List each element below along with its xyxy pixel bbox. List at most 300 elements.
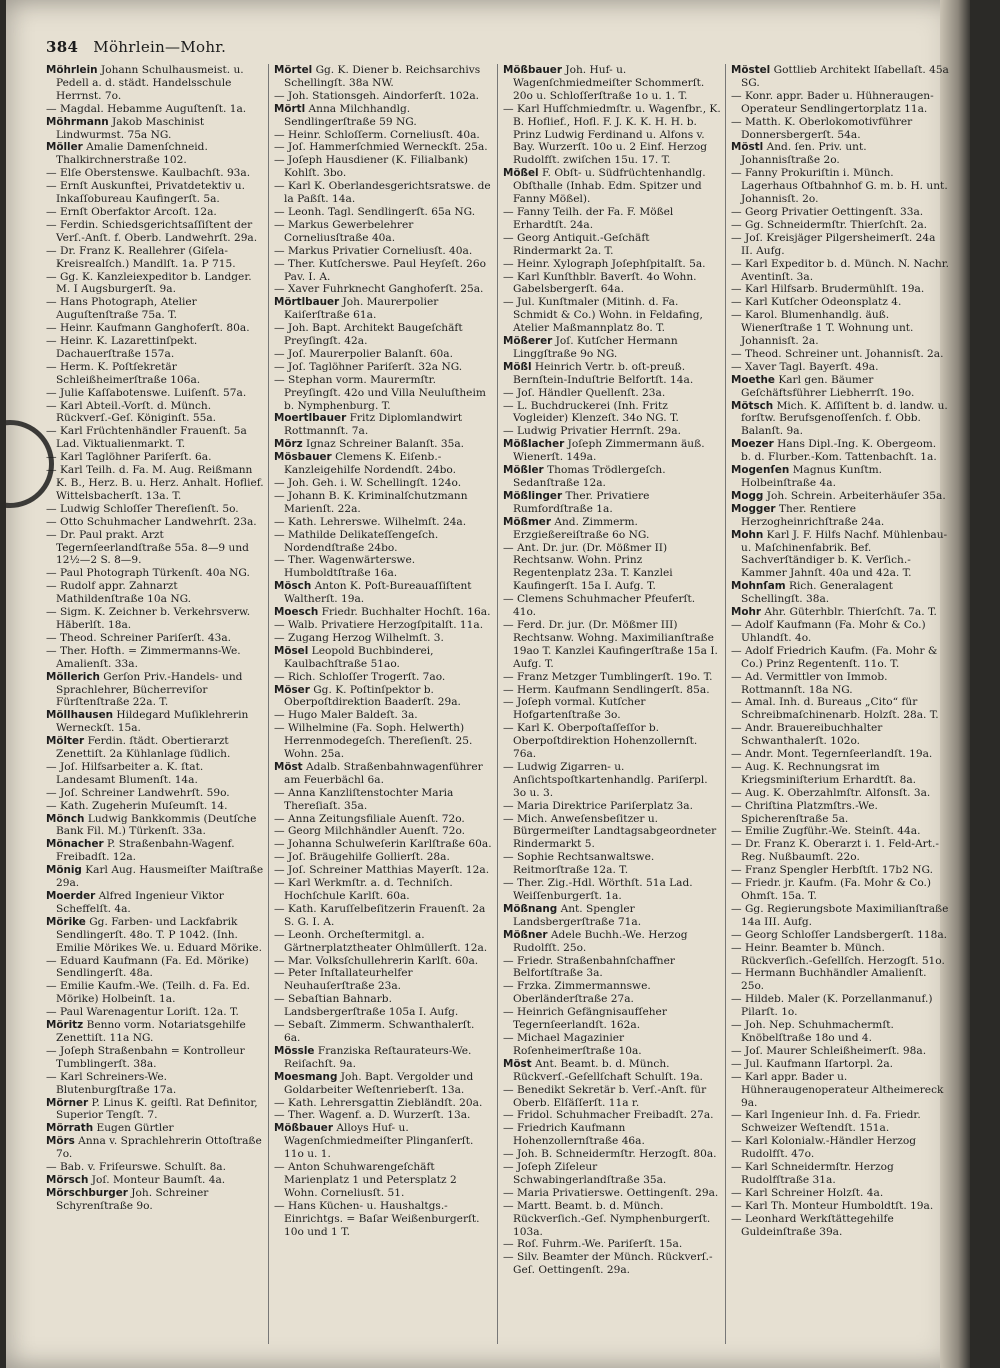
directory-entry — [731, 283, 949, 296]
entry-text: — Dr. Franz K. Reallehrer (Giſela-Kreisrealſch.) Mandlſt. 1a. P 715. — [46, 244, 236, 270]
directory-entry — [503, 1238, 721, 1251]
directory-entry — [274, 89, 492, 103]
entry-text: — Ferdin. Schiedsgerichtsaſſiſtent der Verſ.-Anſt. f. Oberb. Landwehrſt. 29a. — [46, 218, 258, 244]
entry-text: Gerſon Priv.-Handels- und Sprachlehrer, Bücherreviſor Fürſtenſtraße 22a. T. — [56, 670, 243, 709]
directory-entry — [274, 1096, 492, 1110]
entry-text: — Herm. K. Poſtſekretär Schleißheimerſtraße 106a. — [46, 360, 201, 386]
entry-text: — Fanny Prokuriſtin i. Münch. Lagerhaus Oſtbahnhof G. m. b. H. unt. Johannisſt. 2o. — [731, 167, 948, 206]
directory-entry — [731, 941, 949, 968]
directory-entry — [731, 696, 949, 722]
directory-entry — [731, 606, 949, 619]
directory-entry — [274, 709, 492, 722]
directory-entry — [274, 838, 492, 851]
entry-text: — Heinr. Schloſſerm. Corneliusſt. 40a. — [274, 128, 480, 141]
entry-surname: Mößl — [503, 360, 532, 373]
entry-text: Leopold Buchbinderei, Kaulbachſtraße 51ao. — [284, 644, 434, 670]
entry-text: — Friedrich Kaufmann Hohenzollernſtraße 46a. — [503, 1122, 645, 1148]
entry-surname: Mönacher — [46, 838, 104, 851]
entry-text: — Kath. Lehrerswe. Wilhelmſt. 24a. — [274, 515, 467, 528]
directory-entry — [503, 1057, 721, 1084]
directory-entry — [46, 322, 264, 335]
entry-text: — Emilie Kaufm.-We. (Teilh. d. Fa. Ed. Mörike) Holbeinſt. 1a. — [46, 980, 251, 1006]
directory-entry — [503, 670, 721, 684]
directory-entry — [731, 360, 949, 374]
entry-text: Hildegard Muſiklehrerin Werneckſt. 15a. — [56, 709, 249, 735]
entry-text: Anton K. Poſt-Bureauaſſiſtent Waltherſt. 19a. — [284, 580, 472, 606]
entry-surname: Mörtlbauer — [274, 296, 340, 309]
directory-page — [6, 0, 970, 1368]
directory-entry — [731, 838, 949, 864]
directory-entry — [731, 347, 949, 361]
directory-entry — [503, 1083, 721, 1110]
entry-text: — Kath. Karuſſelbeſitzerin Frauenſt. 2a S. G. I. A. — [274, 902, 486, 928]
entry-text: — Mar. Volksſchullehrerin Karlſt. 60a. — [274, 954, 479, 967]
directory-entry — [731, 64, 949, 90]
entry-text: — Joſ. Maurer Schleißheimerſt. 98a. — [731, 1044, 927, 1057]
entry-surname: Möst — [274, 760, 303, 773]
entry-text: — Ther. Wagenf. a. D. Wurzerſt. 13a. — [274, 1109, 471, 1122]
entry-text: — Karl Schreiner Holzſt. 4a. — [731, 1186, 884, 1199]
directory-entry — [503, 102, 721, 168]
entry-text: — Elſe Oberstenswe. Kaulbachſt. 93a. — [46, 167, 251, 180]
entry-surname: Mösch — [274, 580, 312, 593]
directory-entry — [274, 360, 492, 374]
entry-text: Ludwig Bankkommis (Deutſche Bank Fil. M.) Türkenſt. 33a. — [56, 812, 257, 838]
directory-entry — [503, 231, 721, 258]
directory-entry — [46, 180, 264, 206]
entry-text: — Markus Privatier Corneliusſt. 40a. — [274, 244, 473, 257]
entry-text: Joſ. Monteur Baumſt. 4a. — [91, 1173, 226, 1186]
entry-text: — Friedr. jr. Kaufm. (Fa. Mohr & Co.) Ohmſt. 15a. T. — [731, 877, 932, 902]
entry-text: — Benedikt Sekretär b. Verſ.-Anſt. für Oberb. Elſäſſerſt. 11a r. — [503, 1083, 707, 1109]
directory-entry — [274, 64, 492, 90]
entry-text: — Johann B. K. Kriminalſchutzmann Marienſt. 22a. — [274, 489, 468, 515]
directory-entry — [274, 477, 492, 490]
directory-entry — [503, 877, 721, 903]
directory-entry — [503, 541, 721, 594]
directory-entry — [731, 1109, 949, 1135]
entry-text: — Joſeph Straßenbahn = Kontrolleur Tumblingerſt. 38a. — [46, 1044, 245, 1070]
entry-text: — Xaver Tagl. Bayerſt. 49a. — [731, 360, 879, 373]
entry-text: — Karl Kutſcher Odeonsplatz 4. — [731, 296, 902, 309]
entry-text: P. Linus K. geiſtl. Rat Definitor, Superior Tengſt. 7. — [56, 1096, 258, 1122]
entry-text: — Hans Photograph, Atelier Auguſtenſtraße 75a. T. — [46, 296, 197, 322]
entry-surname: Möhrlein — [46, 64, 98, 76]
directory-entry — [503, 1148, 721, 1161]
directory-entry — [46, 1044, 264, 1071]
entry-text: — Heinr. K. Lazarettinſpekt. Dachauerſtraße 157a. — [46, 335, 198, 360]
directory-entry — [503, 360, 721, 387]
directory-entry — [274, 283, 492, 296]
entry-surname: Mößlacher — [503, 438, 565, 451]
directory-entry — [503, 1109, 721, 1122]
entry-text: — Joſ. Taglöhner Pariſerſt. 32a NG. — [274, 360, 463, 373]
directory-entry — [274, 218, 492, 245]
entry-text: — Heinr. Xylograph Joſephſpitalſt. 5a. — [503, 257, 706, 270]
directory-entry — [731, 1057, 949, 1071]
entry-text: — Mathilde Delikateſſengeſch. Nordendſtraße 24bo. — [274, 528, 439, 554]
entry-text: — Sebaſtian Bahnarb. Landsbergerſtraße 105a I. Aufg. — [274, 993, 459, 1019]
entry-text: — Mich. Anweſensbeſitzer u. Bürgermeiſter Landtagsabgeordneter Rindermarkt 5. — [503, 812, 717, 851]
directory-entry — [274, 322, 492, 348]
directory-entry — [46, 270, 264, 297]
directory-entry — [274, 864, 492, 877]
entry-text: — Anna Kanzliſtenstochter Maria Thereſiaſt. 35a. — [274, 786, 454, 812]
page-header — [46, 38, 226, 58]
directory-entry — [731, 528, 949, 581]
directory-entry — [503, 296, 721, 335]
directory-entry — [46, 102, 264, 116]
entry-text: — Georg Privatier Oettingenſt. 33a. — [731, 205, 924, 218]
entry-text: — Jul. Kaufmann Iſartorpl. 2a. — [731, 1057, 894, 1070]
directory-entry — [503, 1186, 721, 1200]
entry-text: Johann Schulhausmeist. u. Pedell a. d. städt. Handelsschule Herrnst. 7o. — [56, 64, 244, 102]
directory-entry — [46, 735, 264, 761]
directory-entry — [503, 515, 721, 542]
directory-entry — [731, 1199, 949, 1213]
directory-entry — [731, 864, 949, 877]
entry-surname: Mörs — [46, 1135, 75, 1148]
entry-text: — Roſ. Fuhrm.-We. Pariſerſt. 15a. — [503, 1238, 683, 1251]
entry-text: — Joſ. Schreiner Landwehrſt. 59o. — [46, 786, 230, 799]
directory-entry — [503, 593, 721, 619]
entry-text: — Karol. Blumenhandlg. äuß. Wienerſtraße 1 T. Wohnung unt. Johannisſt. 2a. — [731, 309, 914, 348]
entry-surname: Mohnſam — [731, 580, 786, 593]
entry-text: Joh. Huf- u. Wagenſchmiedmeiſter Schommerſt. 20o u. Schloſſerſtraße 1o u. 1. T. — [513, 64, 705, 102]
entry-text: Karl Aug. Hausmeiſter Maiſtraße 29a. — [56, 864, 264, 890]
entry-surname: Mößbauer — [274, 1122, 333, 1135]
directory-entry — [274, 102, 492, 129]
directory-entry — [731, 1070, 949, 1110]
entry-text: — Karl Hufſchmiedmſtr. u. Wagenfbr., K. B. Hoflief., Hofl. F. J. K. K. H. H. b. Prinz Ludwig Ferdinand u. Alfons v. Bay. Wurzerſt. 10o u. 2 Einf. Herzog Rudolfſt. zwiſchen 15u. 17. T. — [503, 102, 721, 167]
entry-surname: Mörner — [46, 1096, 89, 1109]
entry-text: — Friedr. Straßenbahnſchaffner Belfortſtraße 3a. — [503, 954, 675, 980]
directory-entry — [503, 812, 721, 852]
directory-entry — [731, 928, 949, 942]
entry-surname: Mößlinger — [503, 489, 563, 502]
entry-text: Joſ. Kutſcher Hermann Linggſtraße 9o NG. — [513, 335, 678, 360]
entry-text: — Heinrich Gefängnisaufſeher Tegernſeerlandſt. 162a. — [503, 1006, 667, 1032]
entry-text: — Joſeph vormal. Kutſcher Hofgartenſtraße 3o. — [503, 696, 646, 722]
entry-text: — Gg. Schneidermſtr. Thierſchſt. 2a. — [731, 218, 928, 231]
entry-text: — Gg. Regierungsbote Maximilianſtraße 14a III. Aufg. — [731, 902, 949, 928]
column-1 — [46, 64, 264, 1213]
directory-entry — [274, 515, 492, 529]
entry-text: Joh. Schreiner Schyrenſtraße 9o. — [56, 1186, 209, 1212]
directory-entry — [731, 464, 949, 490]
directory-entry — [503, 399, 721, 426]
directory-entry — [503, 618, 721, 671]
entry-text: — Aug. K. Rechnungsrat im Kriegsminiſterium Erhardtſt. 8a. — [731, 760, 917, 786]
directory-entry — [46, 244, 264, 271]
entry-text: — Joſeph Ziſeleur Schwabingerlandſtraße 35a. — [503, 1161, 667, 1186]
entry-text: Jakob Maschinist Lindwurmst. 75a NG. — [56, 115, 205, 141]
directory-entry — [274, 606, 492, 619]
directory-entry — [46, 799, 264, 813]
entry-text: — Karl K. Oberpoſtaſſeſſor b. Oberpoſtdirektion Hohenzollernſt. 76a. — [503, 722, 698, 761]
entry-text: — Ludwig Schloſſer Thereſienſt. 5o. — [46, 502, 239, 515]
directory-entry — [274, 438, 492, 451]
entry-text: — Walb. Privatiere Herzogſpitalſt. 11a. — [274, 618, 484, 631]
entry-text: Karl J. F. Hilfs Nachf. Mühlenbau- u. Maſchinenfabrik. Bef. Sachverſtändiger b. K. Verſich.-Kammer Jahnſt. 40a und 42a. T. — [741, 528, 948, 580]
directory-entry — [46, 580, 264, 606]
directory-entry — [503, 1251, 721, 1277]
directory-entry — [503, 1161, 721, 1187]
entry-surname: Mönig — [46, 864, 82, 877]
entry-text: Alfred Ingenieur Viktor Scheffelſt. 4a. — [56, 890, 224, 915]
directory-entry — [46, 670, 264, 710]
entry-text: — Hermann Buchhändler Amalienſt. 25o. — [731, 967, 927, 993]
entry-text: — Otto Schuhmacher Landwehrſt. 23a. — [46, 515, 257, 528]
directory-entry — [731, 115, 949, 142]
entry-surname: Mösbauer — [274, 451, 332, 464]
entry-text: — Karl Hilfsarb. Brudermühlſt. 19a. — [731, 283, 925, 296]
directory-entry — [274, 902, 492, 929]
directory-entry — [274, 347, 492, 361]
directory-entry — [503, 928, 721, 955]
entry-surname: Moesmang — [274, 1070, 338, 1083]
entry-text: — Paul Photograph Türkenſt. 40a NG. — [46, 567, 250, 580]
entry-text: — Julie Kaſſabotenswe. Luiſenſt. 57a. — [46, 386, 247, 399]
directory-entry — [731, 1212, 949, 1239]
entry-text: — Joh. Bapt. Architekt Baugeſchäft Preyſingſt. 42a. — [274, 322, 463, 348]
directory-entry — [731, 825, 949, 838]
directory-entry — [731, 205, 949, 219]
directory-entry — [274, 154, 492, 180]
directory-entry — [731, 231, 949, 258]
entry-surname: Mößnang — [503, 902, 558, 915]
directory-entry — [731, 167, 949, 206]
entry-text: Franziska Reſtaurateurs-We. Reiſachſt. 9a. — [284, 1044, 472, 1070]
directory-entry — [731, 786, 949, 800]
entry-surname: Mößler — [503, 464, 544, 477]
entry-text: — Joſ. Kreisjäger Pilgersheimerſt. 24a II. Aufg. — [731, 231, 936, 257]
directory-entry — [46, 425, 264, 451]
entry-surname: Mogger — [731, 502, 776, 515]
directory-entry — [731, 722, 949, 748]
entry-text: Heinrich Vertr. b. oſt-preuß. Bernſtein-Induſtrie Belfortſt. 14a. — [513, 360, 694, 386]
directory-entry — [46, 1096, 264, 1123]
entry-text: — Kath. Lehrersgattin Ziebländſt. 20a. — [274, 1096, 483, 1109]
entry-text: Joh. Bapt. Vergolder und Goldarbeiter Weſtenrieberſt. 13a. — [284, 1070, 474, 1096]
entry-text: — Ther. Zig.-Hdl. Wörthſt. 51a Lad. Weiſſenburgerſt. 1a. — [503, 877, 693, 902]
entry-text: Clemens K. Eiſenb.-Kanzleigehilfe Nordendſt. 24bo. — [284, 451, 456, 477]
directory-entry — [274, 812, 492, 826]
entry-text: — Karl Teilh. d. Fa. M. Aug. Reißmann K. B., Herz. B. u. Herz. Anhalt. Hoflief. Wittelsbacherſt. 13a. T. — [46, 464, 264, 502]
entry-text: — Herm. Kaufmann Sendlingerſt. 85a. — [503, 683, 710, 696]
entry-text: — Karl Kunſthblr. Baverſt. 4o Wohn. Gabelsbergerſt. 64a. — [503, 270, 697, 296]
entry-text: Joſeph Zimmermann äuß. Wienerſt. 149a. — [513, 438, 705, 464]
entry-text: — Peter Inſtallateurhelfer Neuhauſerſtraße 23a. — [274, 967, 413, 993]
entry-text: — Matth. K. Oberlokomotivführer Donnersbergerſt. 54a. — [731, 115, 913, 141]
entry-text: Fritz Diplomlandwirt Rottmannſt. 7a. — [284, 412, 463, 438]
entry-text: — Joh. Nep. Schuhmachermſt. Knöbelſtraße 18o und 4. — [731, 1019, 894, 1044]
entry-text: — Sebaſt. Zimmerm. Schwanthalerſt. 6a. — [274, 1019, 475, 1044]
directory-entry — [274, 1109, 492, 1122]
directory-entry — [46, 812, 264, 839]
directory-entry — [503, 464, 721, 490]
entry-surname: Mößner — [503, 928, 548, 941]
entry-text: Ignaz Schreiner Balanſt. 35a. — [306, 438, 465, 451]
directory-entry — [46, 567, 264, 580]
entry-surname: Möser — [274, 683, 310, 696]
directory-entry — [731, 670, 949, 697]
entry-surname: Möllerich — [46, 670, 100, 683]
directory-entry — [274, 877, 492, 903]
directory-entry — [46, 218, 264, 245]
entry-surname: Mörtel — [274, 64, 313, 76]
entry-text: — Dr. Franz K. Oberarzt i. 1. Feld-Art.-Reg. Nußbaumſt. 22o. — [731, 838, 939, 864]
entry-text: — Hans Küchen- u. Haushaltgs.-Einrichtgs. = Baſar Weißenburgerſt. 10o und 1 T. — [274, 1199, 480, 1238]
entry-text: — Andr. Brauereibuchhalter Schwanthalerſt. 102o. — [731, 722, 883, 748]
entry-text: — L. Buchdruckerei (Inh. Fritz Vogleider) Klenzeſt. 34o NG. T. — [503, 399, 679, 425]
directory-entry — [731, 1044, 949, 1058]
directory-entry — [274, 760, 492, 787]
entry-text: — Karl Kolonialw.-Händler Herzog Rudolfſt. 47o. — [731, 1135, 917, 1161]
directory-entry — [274, 489, 492, 516]
directory-entry — [274, 825, 492, 838]
entry-text: — Karl Schneidermſtr. Herzog Rudolfſtraße 31a. — [731, 1161, 894, 1186]
directory-entry — [274, 631, 492, 645]
directory-entry — [731, 1186, 949, 1200]
entry-surname: Möritz — [46, 1019, 84, 1032]
directory-entry — [731, 373, 949, 400]
entry-text: — Joh. Geh. i. W. Schellingſt. 124o. — [274, 477, 462, 489]
directory-entry — [731, 580, 949, 606]
entry-text: — Karl Früchtenhändler Frauenſt. 5a Lad. Viktualienmarkt. T. — [46, 425, 247, 451]
directory-entry — [503, 386, 721, 400]
entry-surname: Moethe — [731, 373, 775, 386]
directory-entry — [274, 1044, 492, 1071]
directory-entry — [503, 257, 721, 271]
directory-entry — [731, 489, 949, 503]
directory-entry — [46, 709, 264, 735]
directory-entry — [503, 64, 721, 103]
directory-entry — [46, 980, 264, 1006]
directory-entry — [46, 1006, 264, 1019]
directory-entry — [503, 954, 721, 981]
entry-text: Gottlieb Architekt Iſabellaſt. 45a SG. — [741, 64, 949, 89]
directory-entry — [46, 1135, 264, 1161]
directory-entry — [731, 1135, 949, 1161]
entry-text: — Amal. Inh. d. Bureaus „Cito“ für Schreibmaſchinenarb. Holzſt. 28a. T. — [731, 696, 939, 722]
directory-entry — [274, 296, 492, 322]
entry-text: Thomas Trödlergeſch. Sedanſtraße 12a. — [513, 464, 666, 489]
column-divider — [268, 64, 269, 1344]
entry-text: — Paul Warenagentur Loriſt. 12a. T. — [46, 1006, 239, 1019]
directory-entry — [731, 257, 949, 284]
directory-entry — [274, 786, 492, 813]
entry-surname: Mogenſen — [731, 464, 790, 477]
entry-text: — Georg Schloſſer Landsbergerſt. 118a. — [731, 928, 948, 941]
entry-text: — Stephan vorm. Maurermſtr. Preyſingſt. 42o und Villa Neuluſtheim b. Nymphenburg. T. — [274, 373, 486, 412]
entry-text: — Ant. Dr. jur. (Dr. Mößmer II) Rechtsanw. Wohn. Prinz Regentenplatz 23a. T. Kanzlei Kaufingerſt. 15a I. Aufg. T. — [503, 541, 673, 593]
entry-surname: Mößerer — [503, 335, 553, 348]
entry-text: — Ludwig Privatier Herrnſt. 29a. — [503, 425, 681, 438]
directory-entry — [46, 167, 264, 180]
directory-entry — [503, 902, 721, 929]
entry-surname: Mörtl — [274, 102, 306, 115]
directory-entry — [274, 851, 492, 864]
directory-entry — [46, 335, 264, 361]
directory-entry — [274, 580, 492, 606]
entry-text: — Karl Expeditor b. d. Münch. N. Nachr. Aventinſt. 3a. — [731, 257, 949, 283]
directory-entry — [274, 967, 492, 993]
entry-text: F. Obſt- u. Südfrüchtenhandlg. Obſthalle (Inhab. Edm. Spitzer und Fanny Mößel). — [513, 167, 706, 206]
directory-entry — [46, 915, 264, 955]
entry-text: — Karl Schreiners-We. Blutenburgſtraße 17a. — [46, 1070, 177, 1096]
directory-entry — [274, 412, 492, 438]
entry-surname: Mößbauer — [503, 64, 562, 76]
entry-text: Adele Buchh.-We. Herzog Rudolfſt. 25o. — [513, 928, 688, 954]
directory-entry — [46, 760, 264, 787]
entry-surname: Mohn — [731, 528, 764, 541]
directory-entry — [503, 851, 721, 877]
entry-text: Ahr. Güterhblr. Thierſchſt. 7a. T. — [764, 606, 937, 619]
entry-text: — Georg Antiquit.-Geſchäft Rindermarkt 2a. T. — [503, 231, 650, 257]
directory-entry — [503, 270, 721, 297]
entry-text: Hans Dipl.-Ing. K. Obergeom. b. d. Flurber.-Kom. Tattenbachſt. 1a. — [741, 438, 937, 464]
directory-entry — [46, 386, 264, 400]
entry-text: — Rich. Schloſſer Trogerſt. 7ao. — [274, 670, 446, 683]
entry-text: — Kath. Zugeherin Muſeumſt. 14. — [46, 799, 228, 812]
column-4 — [731, 64, 949, 1238]
entry-text: — Leonh. Tagl. Sendlingerſt. 65a NG. — [274, 205, 476, 218]
entry-surname: Mösel — [274, 644, 309, 657]
directory-entry — [46, 1122, 264, 1135]
entry-text: — Karl Taglöhner Pariſerſt. 6a. — [46, 451, 212, 464]
entry-text: — Franz Spengler Herbſtſt. 17b2 NG. — [731, 864, 934, 877]
entry-text: — Clemens Schuhmacher Pfeuferſt. 41o. — [503, 593, 696, 619]
directory-entry — [274, 993, 492, 1019]
entry-text: And. Zimmerm. Erzgießereiſtraße 6o NG. — [513, 515, 650, 541]
entry-text: Eugen Gürtler — [96, 1122, 174, 1135]
directory-entry — [503, 489, 721, 516]
directory-entry — [731, 141, 949, 167]
directory-entry — [731, 877, 949, 903]
directory-entry — [274, 670, 492, 684]
entry-text: — Joſ. Maurerpolier Balanſt. 60a. — [274, 347, 453, 360]
directory-entry — [731, 644, 949, 671]
entry-text: — Silv. Beamter der Münch. Rückverſ.-Geſ. Oettingenſt. 29a. — [503, 1251, 713, 1277]
directory-entry — [274, 618, 492, 632]
directory-entry — [503, 167, 721, 206]
entry-text: — Joſ. Händler Quellenſt. 23a. — [503, 386, 666, 399]
directory-entry — [46, 205, 264, 219]
entry-text: Ant. Spengler Landsbergerſtraße 71a. — [513, 902, 642, 928]
entry-text: — Michael Magazinier Roſenheimerſtraße 10a. — [503, 1031, 642, 1057]
directory-entry — [46, 1186, 264, 1213]
directory-entry — [46, 954, 264, 981]
entry-text: — Konr. appr. Bader u. Hühneraugen-Operateur Sendlingertorplatz 11a. — [731, 89, 934, 115]
entry-text: — Anna Zeitungsfiliale Auenſt. 72o. — [274, 812, 465, 825]
entry-text: — Markus Gewerbelehrer Corneliusſtraße 40a. — [274, 218, 414, 244]
entry-text: — Zugang Herzog Wilhelmſt. 3. — [274, 631, 444, 644]
entry-text: — Emilie Zugführ.-We. Steinſt. 44a. — [731, 825, 921, 838]
directory-entry — [46, 528, 264, 568]
entry-text: — Karl K. Oberlandesgerichtsratswe. de la Paßſt. 14a. — [274, 180, 491, 206]
directory-entry — [46, 141, 264, 167]
entry-text: — Heinr. Kaufmann Ganghoferſt. 80a. — [46, 322, 250, 335]
entry-text: — Joſ. Hammerſchmied Werneckſt. 25a. — [274, 141, 488, 154]
entry-text: Gg. K. Diener b. Reichsarchivs Schellingſt. 38a NW. — [284, 64, 481, 89]
entry-surname: Möhrmann — [46, 115, 109, 128]
entry-text: Magnus Kunſtm. Holbeinſtraße 4a. — [741, 464, 883, 489]
directory-entry — [46, 399, 264, 426]
entry-surname: Moertlbauer — [274, 412, 347, 425]
directory-entry — [731, 438, 949, 464]
directory-entry — [503, 696, 721, 722]
